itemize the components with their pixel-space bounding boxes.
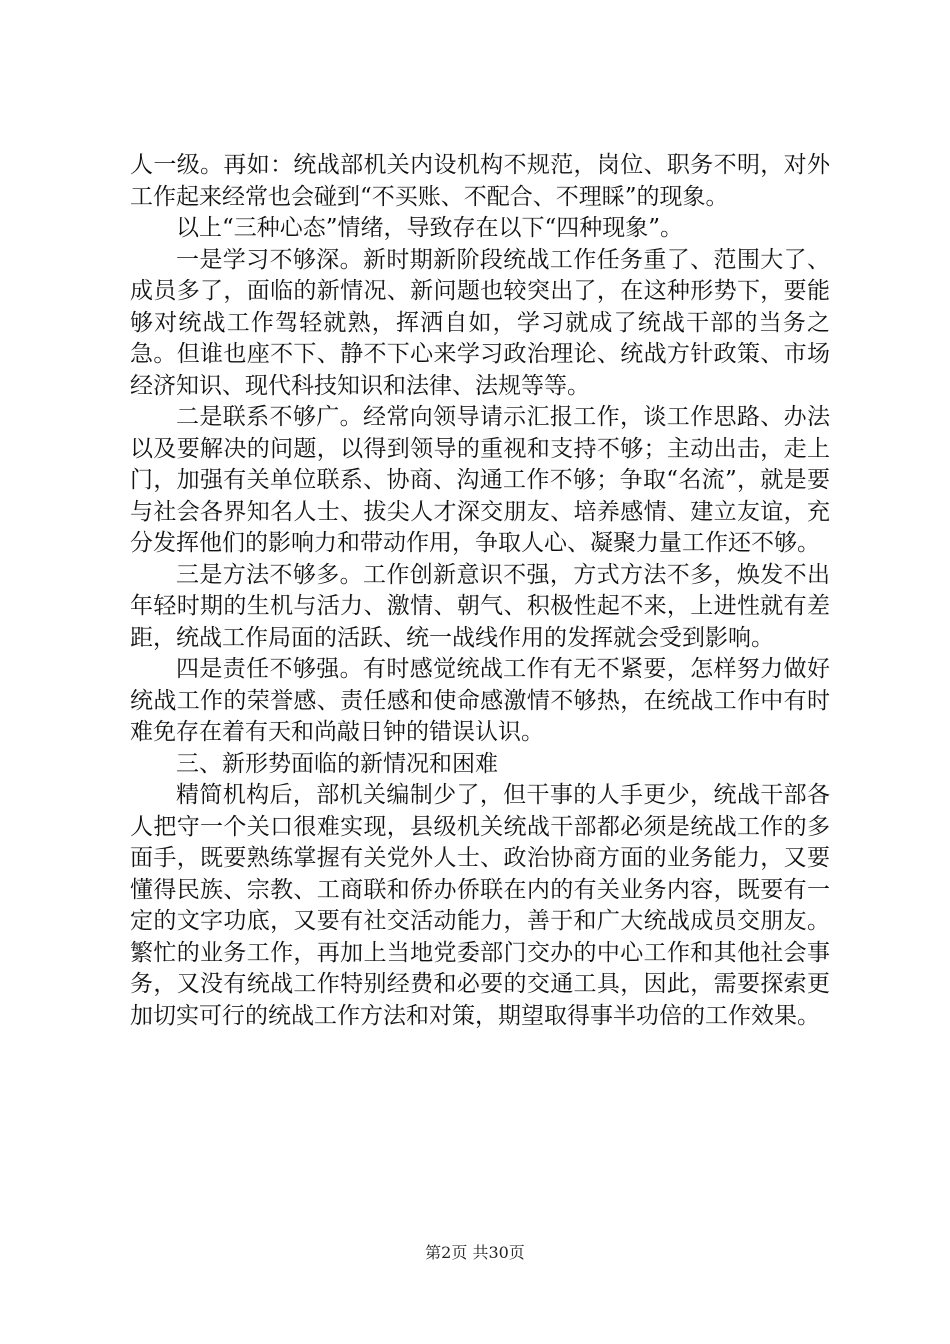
paragraph-7: 精简机构后，部机关编制少了，但干事的人手更少，统战干部各人把守一个关口很难实现，县级机关统战干部都必须是统战工作的多面手，既要熟练掌握有关党外人士、政治协商方面的业务能力，又要懂得民族、宗教、工商联和侨办侨联在内的有关业务内容，既要有一定的文字功底，又要有社交活动能力，善于和广大统战成员交朋友。繁忙的业务工作，再加上当地党委部门交办的中心工作和其他社会事务，又没有统战工作特别经费和必要的交通工具，因此，需要探索更加切实可行的统战工作方法和对策，期望取得事半功倍的工作效果。: [130, 782, 830, 1029]
paragraph-3: 一是学习不够深。新时期新阶段统战工作任务重了、范围大了、成员多了，面临的新情况、新问题也较突出了，在这种形势下，要能够对统战工作驾轻就熟，挥洒自如，学习就成了统战干部的当务之急。但谁也座不下、静不下心来学习政治理论、统战方针政策、市场经济知识、现代科技知识和法律、法规等等。: [130, 246, 830, 399]
page-footer: [0, 1243, 950, 1263]
section-heading: 三、新形势面临的新情况和困难: [176, 750, 498, 777]
paragraph-1: 人一级。再如：统战部机关内设机构不规范，岗位、职务不明，对外工作起来经常也会碰到“不买账、不配合、不理睬”的现象。: [130, 152, 830, 210]
paragraph-2: 以上“三种心态”情绪，导致存在以下“四种现象”。: [176, 215, 684, 241]
paragraph-5: 三是方法不够多。工作创新意识不强，方式方法不多，焕发不出年轻时期的生机与活力、激情、朝气、积极性起不来，上进性就有差距，统战工作局面的活跃、统一战线作用的发挥就会受到影响。: [130, 561, 830, 651]
page-number: 第2页 共30页: [425, 1243, 525, 1262]
paragraph-4: 二是联系不够广。经常向领导请示汇报工作，谈工作思路、办法以及要解决的问题，以得到领导的重视和支持不够；主动出击，走上门，加强有关单位联系、协商、沟通工作不够；争取“名流”，就是要与社会各界知名人士、拔尖人才深交朋友、培养感情、建立友谊，充分发挥他们的影响力和带动作用，争取人心、凝聚力量工作还不够。: [130, 404, 830, 556]
document-body: [130, 150, 830, 1032]
paragraph-6: 四是责任不够强。有时感觉统战工作有无不紧要，怎样努力做好统战工作的荣誉感、责任感和使命感激情不够热，在统战工作中有时难免存在着有天和尚敲日钟的错误认识。: [130, 656, 830, 745]
